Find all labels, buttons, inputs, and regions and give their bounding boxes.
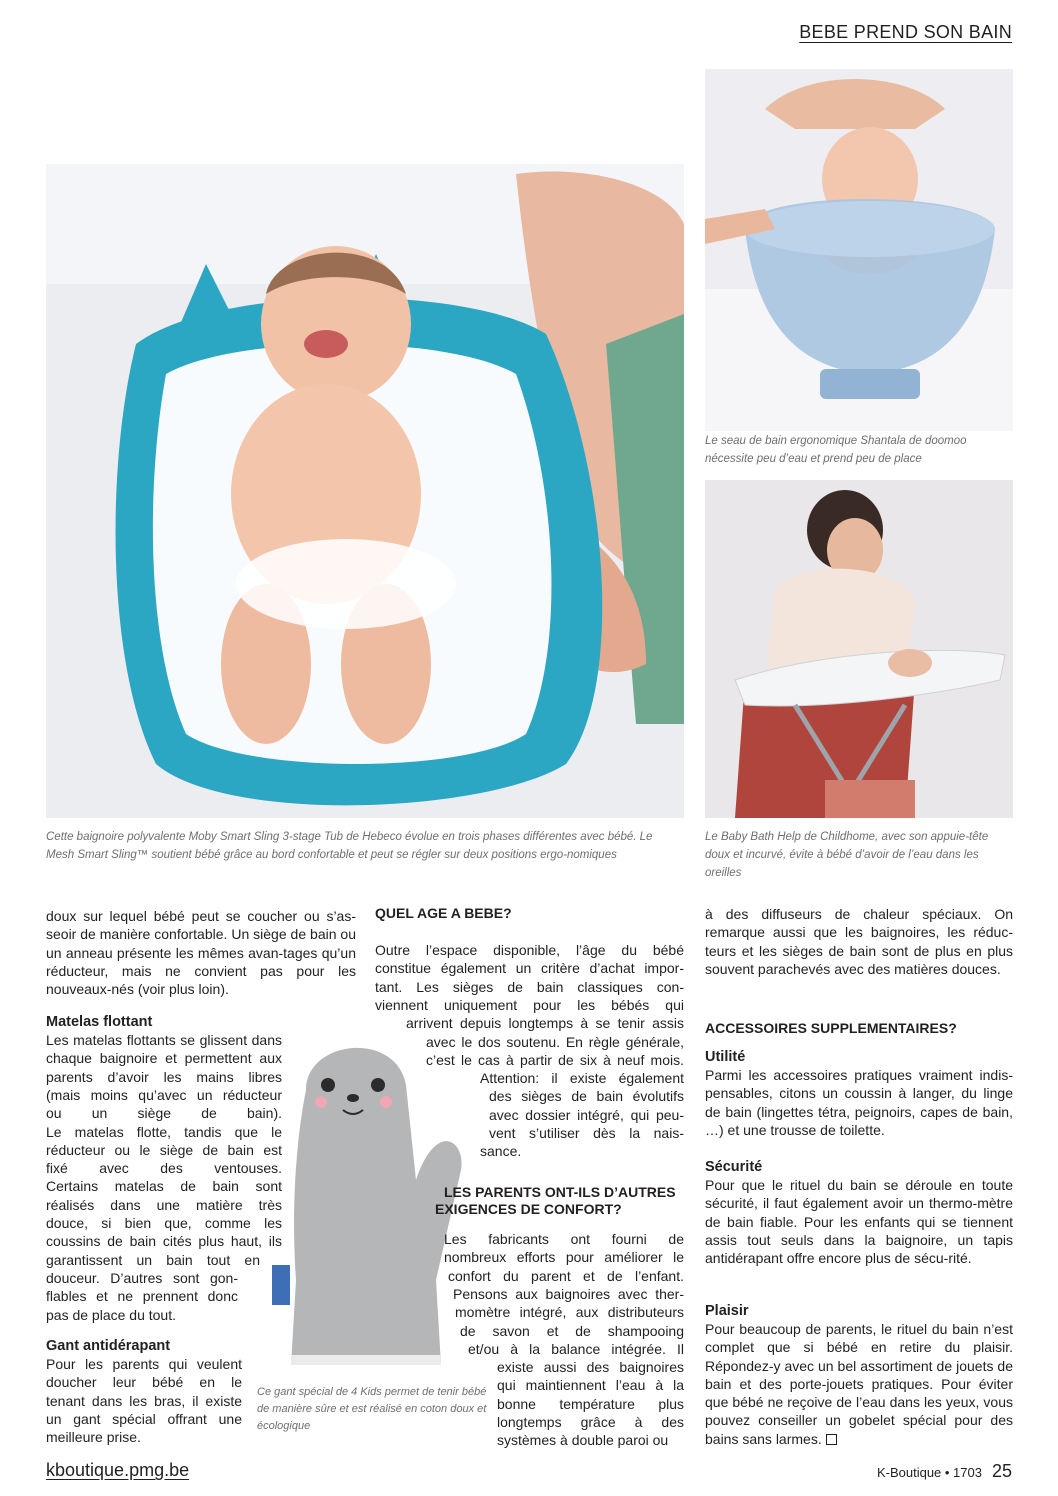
page-number: 25 <box>991 1461 1012 1481</box>
text-line: nombreux efforts pour améliorer le <box>444 1249 684 1266</box>
text-line: (mais moins qu’avec un réducteur <box>46 1086 282 1103</box>
text-line: meilleure prise. <box>46 1429 141 1446</box>
text-line: chaque baignoire et permettent aux <box>46 1050 282 1067</box>
text-line: avec dossier intégré, qui peu- <box>489 1106 684 1123</box>
text-line: des sièges de bain évolutifs <box>489 1088 684 1105</box>
caption-moby-bath: Cette baignoire polyvalente Moby Smart Sling 3-stage Tub de Hebeco évolue en trois phases différentes avec bébé. Le Mesh Smart Sling™ soutient bébé grâce au bord confortable et peut se régler sur deux positions ergo-nomiques <box>46 831 653 861</box>
text-line: viennent uniquement pour les bébés qui <box>375 996 684 1013</box>
text-line: Les fabricants ont fourni de <box>444 1231 684 1247</box>
text-line: parents d’avoir les mains libres <box>46 1068 282 1085</box>
text-line: vent s’utiliser dès la nais- <box>489 1125 684 1141</box>
text-line: réalisés dans une matière très <box>46 1196 282 1213</box>
heading-confort-line2: EXIGENCES DE CONFORT? <box>435 1201 622 1217</box>
heading-quel-age: QUEL AGE A BEBE? <box>375 905 512 921</box>
text-line: confort du parent et de l’enfant. <box>448 1267 684 1284</box>
text-line: arrivent depuis longtemps à se tenir assis <box>406 1015 684 1032</box>
text-line: Le matelas flotte, tandis que le <box>46 1123 282 1140</box>
text-line: Les matelas flottants se glissent dans <box>46 1032 282 1048</box>
photo-baby-bath-help <box>705 480 1013 818</box>
text-line: sance. <box>480 1143 522 1160</box>
footer-issue <box>877 1461 1012 1482</box>
col3-intro: à des diffuseurs de chaleur spéciaux. On remarque aussi que les baignoires, les réduc-teurs et les sièges de bain sont de plus en plus souvent parachevés avec des matières douces. <box>705 906 1013 977</box>
heading-matelas-flottant: Matelas flottant <box>46 1014 153 1030</box>
text-line: flables et ne prennent donc <box>46 1288 238 1305</box>
heading-securite: Sécurité <box>705 1159 763 1175</box>
securite-paragraph: Pour que le rituel du bain se déroule en toute sécurité, il faut également avoir un thermo-mètre de bain fiable. Pour les enfants qui se tiennent assis tout seuls dans la baignoire, un tapis antidérapant offre encore plus de sécu-rité. <box>705 1177 1013 1267</box>
text-line: tenant dans les bras, il existe <box>46 1392 242 1409</box>
text-line: doucher leur bébé en le <box>46 1374 242 1391</box>
text-line: Outre l’espace disponible, l’âge du bébé <box>375 942 684 958</box>
text-line: c’est le cas à partir de six à neuf mois. <box>426 1051 684 1068</box>
text-line: fixé avec des ventouses. <box>46 1160 282 1177</box>
heading-gant-antiderapant: Gant antidérapant <box>46 1338 171 1354</box>
text-line: douce, si bien que, comme les <box>46 1215 282 1231</box>
photo-shantala-bucket <box>705 69 1013 431</box>
text-line: pas de place du tout. <box>46 1306 176 1323</box>
text-line: longtemps grâce à des <box>497 1414 684 1430</box>
text-line: et/ou à la balance intégrée. Il <box>468 1340 684 1357</box>
photo-moby-bath <box>46 164 684 818</box>
text-line: avec le dos soutenu. En règle générale, <box>426 1033 684 1050</box>
text-line: Attention: il existe également <box>480 1070 684 1087</box>
caption-shantala-bucket: Le seau de bain ergonomique Shantala de doomoo nécessite peu d’eau et prend peu de place <box>705 435 967 465</box>
magazine-issue: K-Boutique • 1703 <box>876 1465 982 1480</box>
text-line: coussins de bain cités plus haut, ils <box>46 1233 282 1250</box>
caption-seal-glove: Ce gant spécial de 4 Kids permet de tenir bébé de manière sûre et est réalisé en coton doux et écologique <box>257 1386 487 1432</box>
website-link[interactable]: kboutique.pmg.be <box>46 1460 190 1480</box>
plaisir-paragraph <box>705 1320 1013 1448</box>
heading-plaisir: Plaisir <box>705 1303 749 1319</box>
text-line: qui maintiennent l’eau à la <box>497 1377 684 1394</box>
text-line: un gant spécial offrant une <box>46 1410 242 1427</box>
col1-intro: doux sur lequel bébé peut se coucher ou s’as-seoir de manière confortable. Un siège de bain ou un anneau présente les mêmes avan-tages qu’un réducteur, mais ne convient pas pour les nouveaux-nés (voir plus loin). <box>46 908 356 998</box>
text-line: douceur. D’autres sont gon- <box>46 1269 238 1286</box>
text-line: de savon et de shampooing <box>460 1322 684 1339</box>
caption-baby-bath-help: Le Baby Bath Help de Childhome, avec son appuie-tête doux et incurvé, évite à bébé d’avoir de l’eau dans les oreilles <box>705 831 989 879</box>
text-line: Pour les parents qui veulent <box>46 1356 242 1372</box>
utilite-paragraph: Parmi les accessoires pratiques vraiment indis-pensables, citons un coussin à langer, du linge de bain (lingettes tétra, peignoirs, capes de bain, …) et une trousse de toilette. <box>705 1067 1013 1138</box>
text-line: momètre intégré, aux distributeurs <box>455 1304 684 1321</box>
heading-confort-line1: LES PARENTS ONT-ILS D’AUTRES <box>444 1184 676 1200</box>
section-header: BEBE PREND SON BAIN <box>799 22 1012 42</box>
text-line: ou un siège de bain). <box>46 1105 282 1122</box>
text-line: garantissent un bain tout en <box>46 1251 260 1268</box>
end-of-article-icon <box>826 1434 837 1445</box>
heading-accessoires: ACCESSOIRES SUPPLEMENTAIRES? <box>705 1020 957 1036</box>
heading-utilite: Utilité <box>705 1049 746 1065</box>
text-line: Certains matelas de bain sont <box>46 1178 282 1195</box>
text-line: tant. Les sièges de bain classiques con- <box>375 978 684 995</box>
text-line: systèmes à double paroi ou <box>497 1432 669 1449</box>
text-line: existe aussi des baignoires <box>497 1359 684 1376</box>
text-line: constitue également un critère d’achat impor- <box>375 960 684 977</box>
plaisir-text: Pour beaucoup de parents, le rituel du bain n’est complet que si bébé en retire du plaisir. Répondez-y avec un bel assortiment de jouets de bain et des porte-jouets pratiques. Pour éviter que bébé ne reçoive de l’eau dans les yeux, vous pouvez conseiller un gobelet spécial pour des bains sans larmes. <box>705 1321 1013 1447</box>
text-line: réducteur ou le siège de bain est <box>46 1141 282 1158</box>
text-line: bonne température plus <box>497 1395 684 1412</box>
text-line: Pensons aux baignoires avec ther- <box>453 1285 684 1302</box>
